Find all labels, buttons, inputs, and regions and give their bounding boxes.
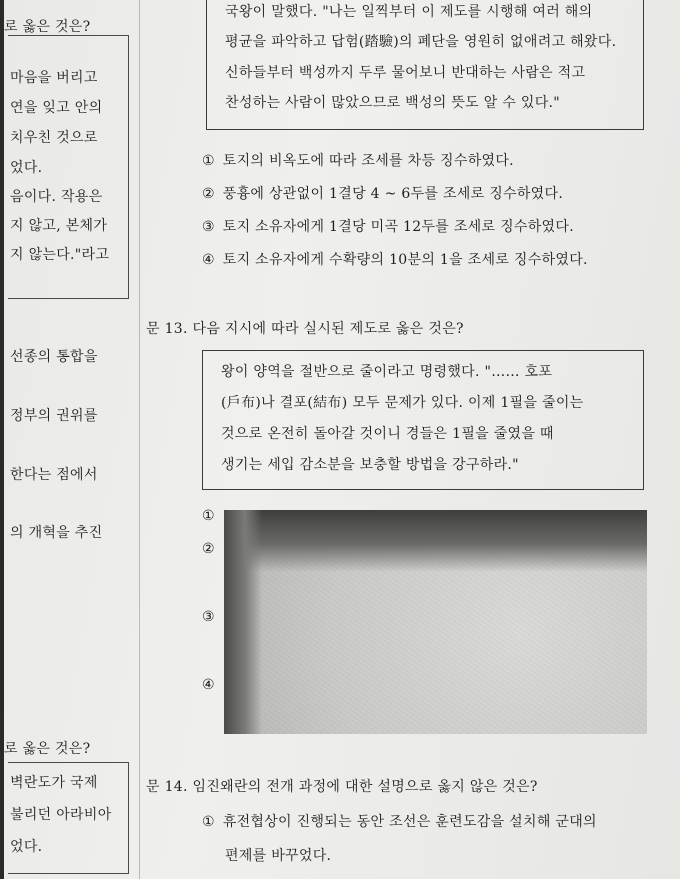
q13-passage-line: 왕이 양역을 절반으로 줄이라고 명령했다. "…… 호포: [221, 364, 553, 380]
left-box-line: 음이다. 작용은: [10, 189, 103, 205]
q12-passage-line: 국왕이 말했다. "나는 일찍부터 이 제도를 시행해 여러 해의: [225, 4, 593, 20]
q13-option-2-number[interactable]: ②: [202, 541, 215, 557]
q13-option-1-number[interactable]: ①: [202, 508, 215, 524]
q12-passage-line: 신하들부터 백성까지 두루 물어보니 반대하는 사람은 적고: [225, 65, 586, 81]
q14-option-1-continued: 편제를 바꾸었다.: [225, 848, 332, 864]
left-box-line: 었다.: [10, 839, 43, 855]
q12-passage-line: 찬성하는 사람이 많았으므로 백성의 뜻도 알 수 있다.": [225, 95, 561, 111]
q13-option-3-number[interactable]: ③: [202, 609, 215, 625]
exam-page: [4, 0, 680, 879]
q12-option-4[interactable]: ④ 토지 소유자에게 수확량의 10분의 1을 조세로 징수하였다.: [202, 252, 588, 268]
shadow-top: [224, 510, 647, 572]
q12-option-2[interactable]: ② 풍흉에 상관없이 1결당 4 ~ 6두를 조세로 징수하였다.: [202, 186, 564, 202]
left-box-line: 불리던 아라비아: [10, 807, 112, 823]
q12-passage-line: 평균을 파악하고 답험(踏驗)의 폐단을 영원히 없애려고 해왔다.: [225, 34, 617, 50]
left-option-line: 선종의 통합을: [10, 349, 98, 365]
q13-passage-line: (戶布)나 결포(結布) 모두 문제가 있다. 이제 1필을 줄이는: [221, 395, 584, 411]
left-option-line: 정부의 권위를: [10, 408, 98, 424]
left-question-fragment: 로 옳은 것은?: [4, 19, 91, 35]
q13-option-4-number[interactable]: ④: [202, 677, 215, 693]
q14-number: 문 14.: [146, 779, 188, 795]
left-box-line: 연을 잊고 안의: [10, 100, 103, 116]
q14-question: 임진왜란의 전개 과정에 대한 설명으로 옳지 않은 것은?: [192, 779, 538, 795]
q12-passage-box: [206, 0, 644, 130]
left-option-line: 한다는 점에서: [10, 467, 98, 483]
obscured-photo-region: [224, 510, 647, 734]
q13-passage-line: 생기는 세입 감소분을 보충할 방법을 강구하라.": [221, 457, 519, 473]
q13-heading: [146, 318, 464, 338]
left-box-line: 치우친 것으로: [10, 130, 98, 146]
left-box-line: 지 않고, 본체가: [10, 218, 108, 234]
left-question-fragment: 로 옳은 것은?: [4, 741, 91, 757]
column-divider: [139, 0, 140, 879]
q13-passage-box: [202, 350, 644, 490]
q13-passage-line: 것으로 온전히 돌아갈 것이니 경들은 1필을 줄였을 때: [221, 426, 554, 442]
q13-question: 다음 지시에 따라 실시된 제도로 옳은 것은?: [192, 321, 464, 337]
q12-option-1[interactable]: ① 토지의 비옥도에 따라 조세를 차등 징수하였다.: [202, 153, 514, 169]
left-option-line: 의 개혁을 추진: [10, 525, 103, 541]
q14-heading: [146, 776, 538, 796]
left-box-line: 마음을 버리고: [10, 70, 98, 86]
left-box-line: 었다.: [10, 160, 43, 176]
left-box-line: 지 않는다."라고: [10, 247, 110, 263]
q14-option-1[interactable]: ① 휴전협상이 진행되는 동안 조선은 훈련도감을 설치해 군대의: [202, 814, 597, 830]
left-box-line: 벽란도가 국제: [10, 775, 98, 791]
q13-number: 문 13.: [146, 321, 188, 337]
q12-option-3[interactable]: ③ 토지 소유자에게 1결당 미곡 12두를 조세로 징수하였다.: [202, 219, 574, 235]
shadow-left: [224, 510, 262, 734]
